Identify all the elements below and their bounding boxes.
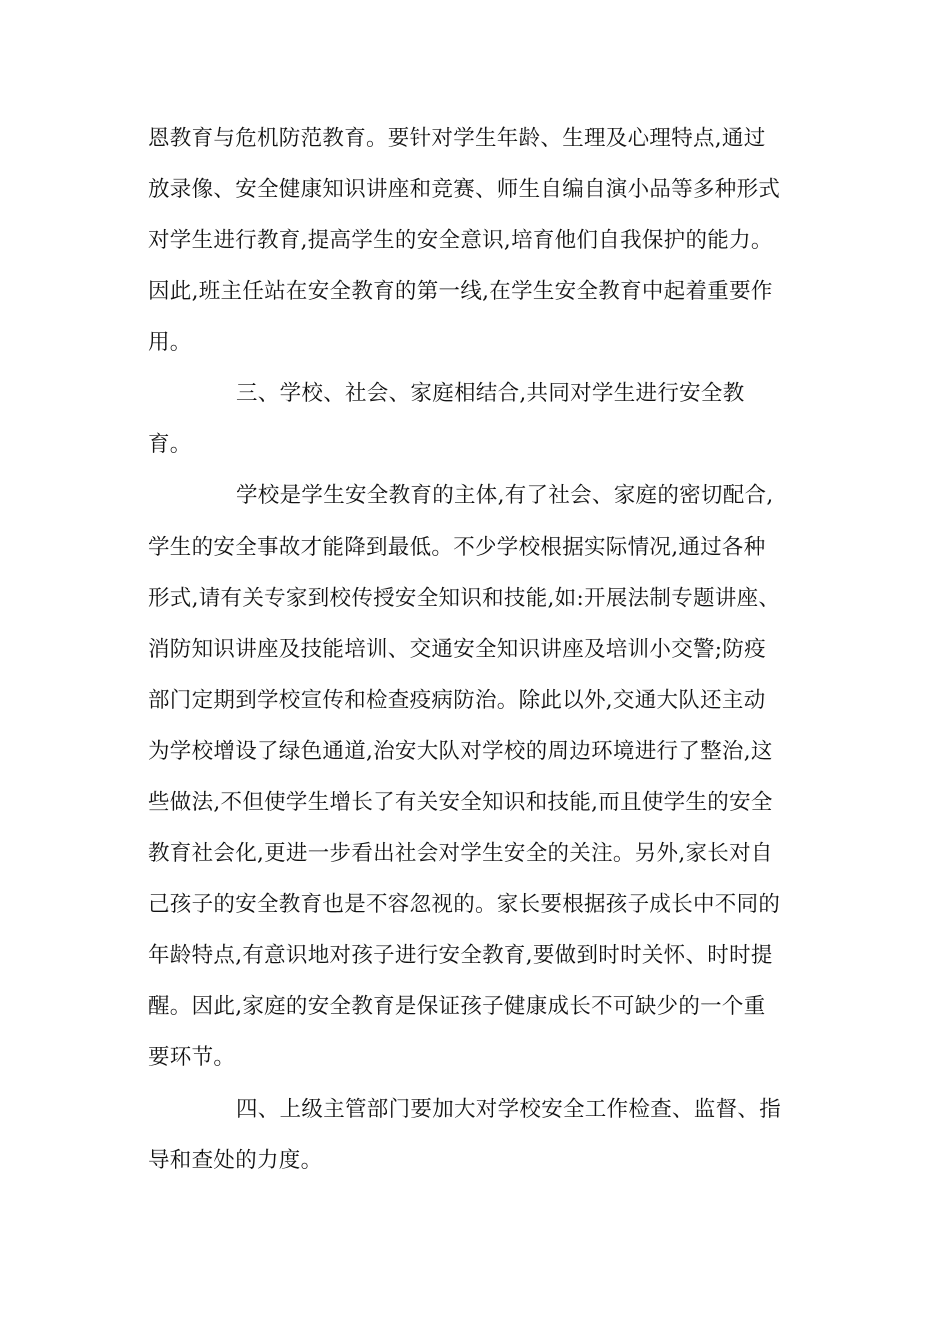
paragraph-1-line-3: 对学生进行教育,提高学生的安全意识,培育他们自我保护的能力。 [148,228,773,253]
paragraph-3-line-8: 教育社会化,更进一步看出社会对学生安全的关注。另外,家长对自 [148,841,773,866]
paragraph-3-line-3: 形式,请有关专家到校传授安全知识和技能,如:开展法制专题讲座、 [148,586,781,611]
section-heading-4-line-2: 导和查处的力度。 [148,1148,323,1173]
paragraph-1-line-4: 因此,班主任站在安全教育的第一线,在学生安全教育中起着重要作 [148,279,773,304]
paragraph-1-line-1: 恩教育与危机防范教育。要针对学生年龄、生理及心理特点,通过 [148,126,766,151]
paragraph-3-line-6: 为学校增设了绿色通道,治安大队对学校的周边环境进行了整治,这 [148,739,773,764]
paragraph-3-line-9: 己孩子的安全教育也是不容忽视的。家长要根据孩子成长中不同的 [148,892,781,917]
paragraph-3-line-12: 要环节。 [148,1045,236,1070]
paragraph-3-line-1: 学校是学生安全教育的主体,有了社会、家庭的密切配合, [236,483,774,508]
paragraph-3-line-7: 些做法,不但使学生增长了有关安全知识和技能,而且使学生的安全 [148,790,773,815]
paragraph-3-line-4: 消防知识讲座及技能培训、交通安全知识讲座及培训小交警;防疫 [148,637,766,662]
paragraph-1-line-2: 放录像、安全健康知识讲座和竞赛、师生自编自演小品等多种形式 [148,177,781,202]
paragraph-3-line-2: 学生的安全事故才能降到最低。不少学校根据实际情况,通过各种 [148,535,766,560]
paragraph-3-line-5: 部门定期到学校宣传和检查疫病防治。除此以外,交通大队还主动 [148,688,766,713]
paragraph-3-line-10: 年龄特点,有意识地对孩子进行安全教育,要做到时时关怀、时时提 [148,943,773,968]
section-heading-4-line-1: 四、上级主管部门要加大对学校安全工作检查、监督、指 [236,1097,782,1122]
section-heading-3-line-1: 三、学校、社会、家庭相结合,共同对学生进行安全教 [236,381,745,406]
paragraph-3-line-11: 醒。因此,家庭的安全教育是保证孩子健康成长不可缺少的一个重 [148,994,766,1019]
paragraph-1-line-5: 用。 [148,330,192,355]
section-heading-3-line-2: 育。 [148,432,192,457]
